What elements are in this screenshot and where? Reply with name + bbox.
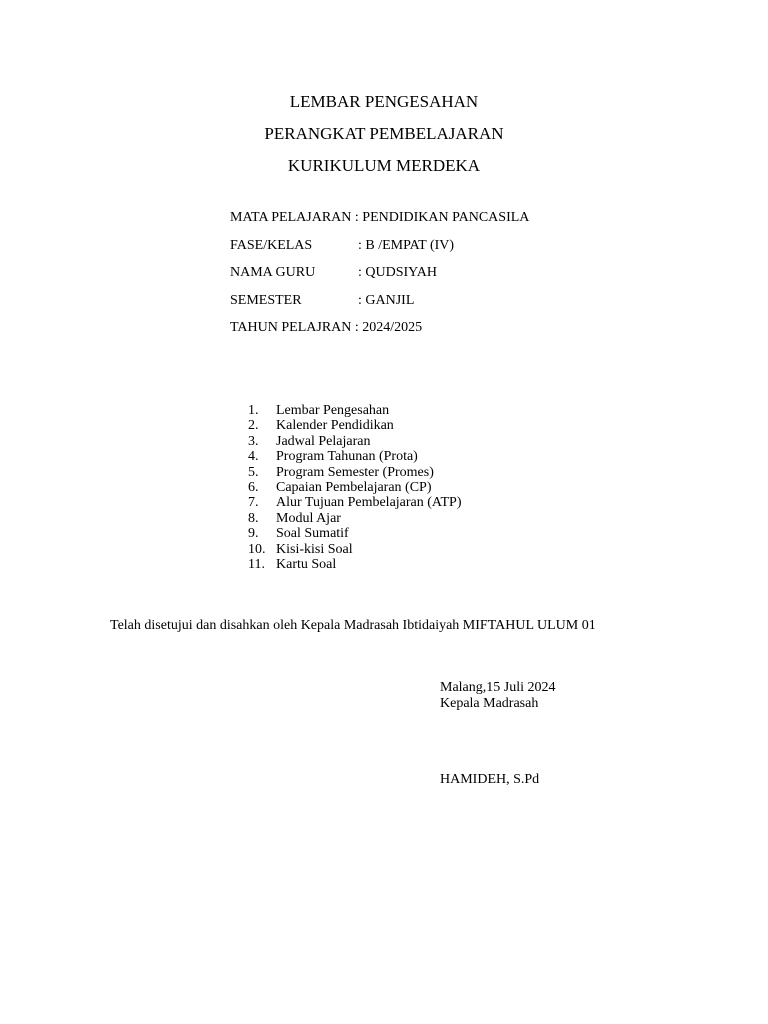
signer-position: Kepala Madrasah (440, 695, 539, 711)
list-item-number: 10. (248, 541, 266, 557)
mapel-label: MATA PELAJARAN (230, 210, 352, 225)
semester-value: : GANJIL (358, 292, 415, 308)
list-item-number: 5. (248, 464, 259, 480)
tahun-label: TAHUN PELAJRAN (230, 320, 352, 335)
list-item (248, 495, 461, 510)
list-item (248, 449, 461, 464)
document-list (248, 403, 461, 572)
list-item-number: 11. (248, 556, 265, 572)
list-item-label: Kisi-kisi Soal (276, 541, 353, 557)
list-item (248, 480, 461, 495)
list-item-number: 7. (248, 495, 259, 511)
list-item-number: 8. (248, 510, 259, 526)
list-item-number: 2. (248, 418, 259, 434)
fase-value: : B /EMPAT (IV) (358, 237, 455, 253)
list-item (248, 418, 461, 433)
approval-statement: Telah disetujui dan disahkan oleh Kepala Madrasah Ibtidaiyah MIFTAHUL ULUM 01 (110, 618, 596, 633)
signer-name: HAMIDEH, S.Pd (440, 772, 540, 787)
info-row-fase (230, 236, 529, 264)
fase-label: FASE/KELAS (230, 237, 313, 253)
guru-value: : QUDSIYAH (358, 265, 437, 280)
list-item-number: 6. (248, 479, 259, 495)
list-item-label: Program Semester (Promes) (276, 464, 434, 480)
list-item-number: 1. (248, 403, 259, 418)
semester-label: SEMESTER (230, 292, 302, 308)
list-item (248, 434, 461, 449)
list-item (248, 526, 461, 541)
place-date: Malang,15 Juli 2024 (440, 680, 556, 695)
identity-info (230, 208, 529, 346)
list-item (248, 542, 461, 557)
info-row-mapel (230, 208, 529, 236)
list-item-label: Soal Sumatif (276, 526, 349, 542)
title-line-2: PERANGKAT PEMBELAJARAN (264, 124, 504, 143)
list-item-label: Program Tahunan (Prota) (276, 449, 418, 465)
list-item-label: Lembar Pengesahan (276, 403, 390, 418)
title-line-1: LEMBAR PENGESAHAN (289, 92, 479, 111)
list-item-label: Modul Ajar (276, 510, 341, 526)
list-item-label: Capaian Pembelajaran (CP) (276, 479, 432, 495)
document-title (0, 86, 768, 182)
info-row-semester (230, 291, 529, 319)
list-item (248, 511, 461, 526)
list-item-number: 4. (248, 449, 259, 465)
mapel-value: : PENDIDIKAN PANCASILA (354, 210, 530, 225)
list-item-label: Kalender Pendidikan (276, 418, 394, 434)
list-item-number: 3. (248, 433, 259, 449)
tahun-value: : 2024/2025 (354, 320, 423, 335)
guru-label: NAMA GURU (230, 265, 316, 280)
info-row-guru (230, 263, 529, 291)
list-item (248, 465, 461, 480)
list-item (248, 403, 461, 418)
title-line-3: KURIKULUM MERDEKA (287, 156, 481, 175)
list-item (248, 557, 461, 572)
list-item-label: Alur Tujuan Pembelajaran (ATP) (276, 495, 462, 511)
list-item-label: Jadwal Pelajaran (276, 433, 371, 449)
list-item-label: Kartu Soal (276, 556, 337, 572)
info-row-tahun (230, 318, 529, 346)
list-item-number: 9. (248, 526, 259, 542)
signature-block (440, 680, 556, 711)
